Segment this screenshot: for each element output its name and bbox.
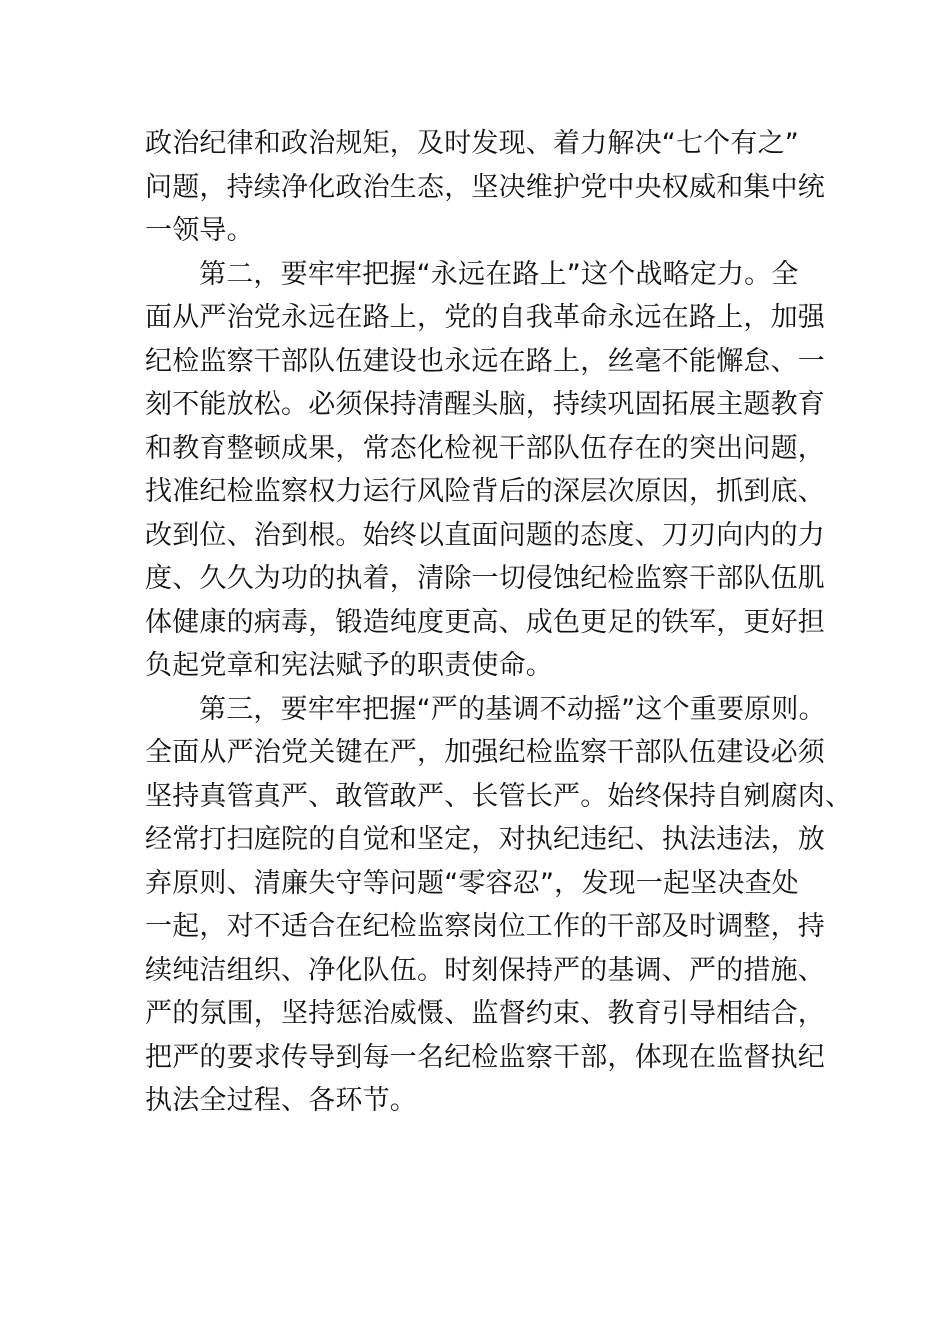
text-line: 面从严治党永远在路上，党的自我革命永远在路上，加强 [145, 302, 825, 333]
paragraph-continuation [145, 122, 825, 253]
text-line: 纪检监察干部队伍建设也永远在路上，丝毫不能懈怠、一 [145, 345, 825, 377]
text-line: 坚持真管真严、敢管敢严、长管长严。始终保持自剜腐肉、 [145, 780, 853, 812]
text-line: 一领导。 [145, 215, 254, 246]
text-line: 续纯洁组织、净化队伍。时刻保持严的基调、严的措施、 [145, 954, 825, 986]
text-line: 度、久久为功的执着，清除一切侵蚀纪检监察干部队伍肌 [145, 563, 825, 594]
text-line: 把严的要求传导到每一名纪检监察干部，体现在监督执纪 [145, 1041, 825, 1073]
text-line: 第三，要牢牢把握“严的基调不动摇”这个重要原则。 [199, 693, 826, 725]
text-line: 严的氛围，坚持惩治威慑、监督约束、教育引导相结合， [145, 998, 825, 1029]
text-line: 改到位、治到根。始终以直面问题的态度、刀刃向内的力 [145, 519, 825, 551]
document-body [145, 122, 853, 1123]
paragraph-third-point [145, 688, 853, 1123]
text-line: 和教育整顿成果，常态化检视干部队伍存在的突出问题， [145, 432, 825, 464]
text-line: 第二，要牢牢把握“永远在路上”这个战略定力。全 [199, 258, 799, 290]
text-line: 体健康的病毒，锻造纯度更高、成色更足的铁军，更好担 [145, 606, 825, 638]
text-line: 问题，持续净化政治生态，坚决维护党中央权威和集中统 [145, 171, 825, 203]
paragraph-second-point [145, 253, 825, 688]
text-line: 负起党章和宪法赋予的职责使命。 [145, 650, 553, 681]
text-line: 全面从严治党关键在严，加强纪检监察干部队伍建设必须 [145, 737, 825, 768]
text-line: 政治纪律和政治规矩，及时发现、着力解决“七个有之” [145, 128, 799, 159]
text-line: 经常打扫庭院的自觉和坚定，对执纪违纪、执法违法，放 [145, 824, 825, 855]
text-line: 一起，对不适合在纪检监察岗位工作的干部及时调整，持 [145, 911, 825, 942]
text-line: 执法全过程、各环节。 [145, 1085, 417, 1116]
text-line: 刻不能放松。必须保持清醒头脑，持续巩固拓展主题教育 [145, 389, 825, 420]
text-line: 弃原则、清廉失守等问题“零容忍”，发现一起坚决查处 [145, 867, 799, 899]
text-line: 找准纪检监察权力运行风险背后的深层次原因，抓到底、 [145, 476, 825, 507]
